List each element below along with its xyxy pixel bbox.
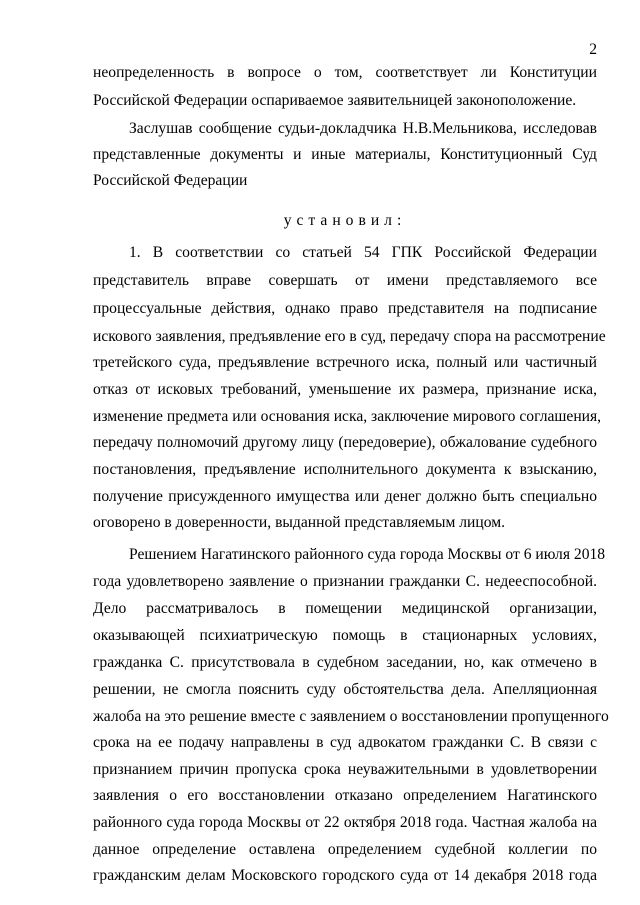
section-heading: установил: — [283, 212, 407, 229]
text-line: жалоба на это решение вместе с заявлением о восстановлении пропущенного — [93, 708, 609, 725]
text-line: представленные документы и иные материалы, Конституционный Суд — [93, 146, 597, 163]
text-line: третейского суда, предъявление встречного иска, полный или частичный — [93, 354, 597, 371]
text-line: представитель вправе совершать от имени представляемого все — [93, 272, 597, 289]
text-line: Решением Нагатинского районного суда города Москвы от 6 июля 2018 — [129, 546, 606, 563]
text-line: гражданским делам Московского городского суда от 14 декабря 2018 года — [93, 867, 597, 884]
text-line: оговорено в доверенности, выданной представляемым лицом. — [93, 514, 506, 531]
text-line: передачу полномочий другому лицу (передоверие), обжалование судебного — [93, 434, 597, 451]
text-line: признанием причин пропуска срока неуважительными в удовлетворении — [93, 761, 597, 778]
page-number: 2 — [589, 41, 597, 58]
text-line: Заслушав сообщение судьи-докладчика Н.В.Мельникова, исследовав — [129, 120, 597, 137]
text-line: года удовлетворено заявление о признании гражданки С. недееспособной. — [93, 573, 597, 590]
text-line: заявления о его восстановлении отказано определением Нагатинского — [93, 787, 597, 804]
text-line: данное определение оставлена определением судебной коллегии по — [93, 841, 597, 858]
text-line: срока на ее подачу направлены в суд адвокатом гражданки С. В связи с — [93, 734, 597, 751]
text-line: гражданка С. присутствовала в судебном заседании, но, как отмечено в — [93, 654, 597, 671]
text-line: отказ от исковых требований, уменьшение их размера, признание иска, — [93, 381, 597, 398]
text-line: Дело рассматривалось в помещении медицинской организации, — [93, 600, 597, 617]
text-line: Российской Федерации — [93, 172, 248, 189]
text-line: Российской Федерации оспариваемое заявительницей законоположение. — [93, 92, 577, 109]
text-line: районного суда города Москвы от 22 октября 2018 года. Частная жалоба на — [93, 814, 597, 831]
text-line: процессуальные действия, однако право представителя на подписание — [93, 300, 597, 317]
text-line: изменение предмета или основания иска, заключение мирового соглашения, — [93, 408, 602, 425]
text-line: решении, не смогла пояснить суду обстоятельства дела. Апелляционная — [93, 681, 597, 698]
text-line: искового заявления, предъявление его в суд, передачу спора на рассмотрение — [93, 328, 606, 345]
text-line: 1. В соответствии со статьей 54 ГПК Российской Федерации — [129, 244, 597, 261]
text-line: оказывающей психиатрическую помощь в стационарных условиях, — [93, 627, 597, 644]
text-line: неопределенность в вопросе о том, соответствует ли Конституции — [93, 64, 597, 81]
text-line: получение присужденного имущества или денег должно быть специально — [93, 488, 597, 505]
text-line: постановления, предъявление исполнительного документа к взысканию, — [93, 461, 597, 478]
